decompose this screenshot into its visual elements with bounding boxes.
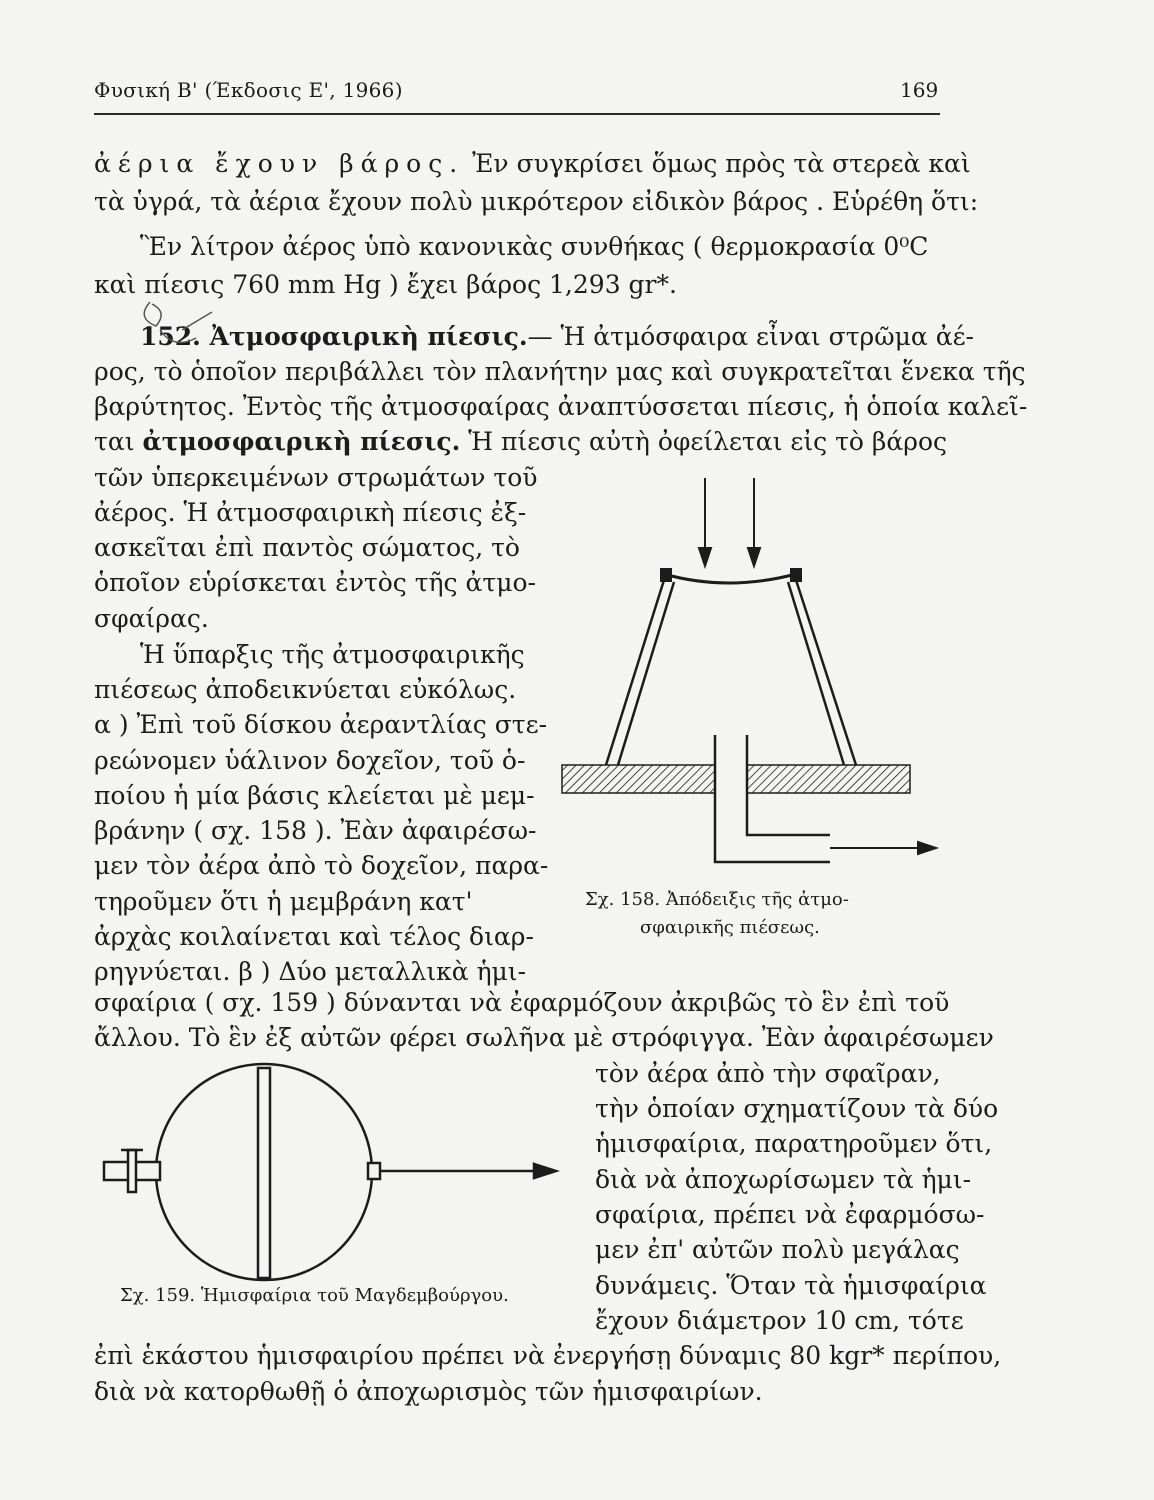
text-line: δυνάμεις. Ὅταν τὰ ἡμισφαίρια: [595, 1271, 987, 1300]
text-line: ἡμισφαίρια, παρατηροῦμεν ὅτι,: [595, 1129, 993, 1158]
section-heading: 152. Ἀτμοσφαιρικὴ πίεσις.: [140, 322, 528, 351]
text-line: τὴν ὁποίαν σχηματίζουν τὰ δύο: [595, 1094, 999, 1123]
text-line: α ) Ἐπὶ τοῦ δίσκου ἀεραντλίας στε-: [94, 710, 548, 739]
text-line: βράνην ( σχ. 158 ). Ἐὰν ἀφαιρέσω-: [94, 816, 537, 845]
bold-term: ἀτμοσφαιρικὴ πίεσις.: [142, 427, 461, 456]
text-line: σφαίρια ( σχ. 159 ) δύνανται νὰ ἐφαρμόζουν ἀκριβῶς τὸ ἓν ἐπὶ τοῦ: [94, 988, 950, 1017]
text-line: ἐπὶ ἑκάστου ἡμισφαιρίου πρέπει νὰ ἐνεργήσῃ δύναμις 80 kgr* περίπου,: [94, 1341, 1002, 1370]
figure-158-caption-line2: σφαιρικῆς πιέσεως.: [640, 917, 820, 938]
text-line: ρεώνομεν ὑάλινον δοχεῖον, τοῦ ὁ-: [94, 746, 526, 775]
text-line: ρηγνύεται. β ) Δύο μεταλλικὰ ἡμι-: [94, 957, 527, 986]
text-line: βαρύτητος. Ἐντὸς τῆς ἀτμοσφαίρας ἀναπτύσσεται πίεσις, ἡ ὁποία καλεῖ-: [94, 392, 1028, 421]
spaced-emphasis: ἀέρια ἔχουν βάρος.: [94, 149, 465, 178]
text-line: ασκεῖται ἐπὶ παντὸς σώματος, τὸ: [94, 533, 520, 562]
text-fragment: — Ἡ ἀτμόσφαιρα εἶναι στρῶμα ἀέ-: [527, 322, 974, 351]
text-line: τῶν ὑπερκειμένων στρωμάτων τοῦ: [94, 463, 538, 492]
text-line: τὸν ἀέρα ἀπὸ τὴν σφαῖραν,: [595, 1059, 941, 1088]
text-line: ἔχουν διάμετρον 10 cm, τότε: [595, 1306, 964, 1335]
text-line: καὶ πίεσις 760 mm Hg ) ἔχει βάρος 1,293 gr*.: [94, 270, 677, 299]
text-line: σφαίρας.: [94, 604, 209, 633]
figure-159-caption: Σχ. 159. Ἡμισφαίρια τοῦ Μαγδεμβούργου.: [120, 1285, 509, 1306]
text-line: τηροῦμεν ὅτι ἡ μεμβράνη κατ': [94, 887, 473, 916]
text-line: μεν τὸν ἀέρα ἀπὸ τὸ δοχεῖον, παρα-: [94, 851, 549, 880]
text-line: πιέσεως ἀποδεικνύεται εὐκόλως.: [94, 675, 517, 704]
text-line: διὰ νὰ ἀποχωρίσωμεν τὰ ἡμι-: [595, 1165, 972, 1194]
text-line: διὰ νὰ κατορθωθῇ ὁ ἀποχωρισμὸς τῶν ἡμισφαιρίων.: [94, 1377, 763, 1406]
text-fragment: Ἐν συγκρίσει ὅμως πρὸς τὰ στερεὰ καὶ: [464, 149, 971, 178]
figure-158-caption-line1: Σχ. 158. Ἀπόδειξις τῆς ἀτμο-: [585, 889, 849, 910]
text-line: ἄλλου. Τὸ ἓν ἐξ αὐτῶν φέρει σωλῆνα μὲ στρόφιγγα. Ἐὰν ἀφαιρέσωμεν: [94, 1023, 994, 1052]
text-line: Ἡ ὕπαρξις τῆς ἀτμοσφαιρικῆς: [140, 640, 525, 669]
text-line: ρος, τὸ ὁποῖον περιβάλλει τὸν πλανήτην μας καὶ συγκρατεῖται ἕνεκα τῆς: [94, 357, 1026, 386]
text-line: ἀρχὰς κοιλαίνεται καὶ τέλος διαρ-: [94, 922, 534, 951]
running-header-title: Φυσική Β' (Έκδοσις Ε', 1966): [94, 78, 403, 102]
text-line: ποίου ἡ μία βάσις κλείεται μὲ μεμ-: [94, 781, 535, 810]
page-number: 169: [900, 78, 939, 102]
text-line: τὰ ὑγρά, τὰ ἀέρια ἔχουν πολὺ μικρότερον εἰδικὸν βάρος . Εὑρέθη ὅτι:: [94, 187, 979, 216]
text-line: ὁποῖον εὑρίσκεται ἐντὸς τῆς ἀτμο-: [94, 568, 536, 597]
text-line: Ἓν λίτρον ἀέρος ὑπὸ κανονικὰς συνθήκας ( θερμοκρασία 0⁰C: [140, 232, 929, 261]
text-line: σφαίρια, πρέπει νὰ ἐφαρμόσω-: [595, 1200, 985, 1229]
text-fragment: Ἡ πίεσις αὐτὴ ὀφείλεται εἰς τὸ βάρος: [460, 427, 947, 456]
text-line: ἀέρος. Ἡ ἀτμοσφαιρικὴ πίεσις ἐξ-: [94, 498, 527, 527]
text-fragment: ται: [94, 427, 143, 456]
text-line: μεν ἐπ' αὐτῶν πολὺ μεγάλας: [595, 1235, 960, 1264]
